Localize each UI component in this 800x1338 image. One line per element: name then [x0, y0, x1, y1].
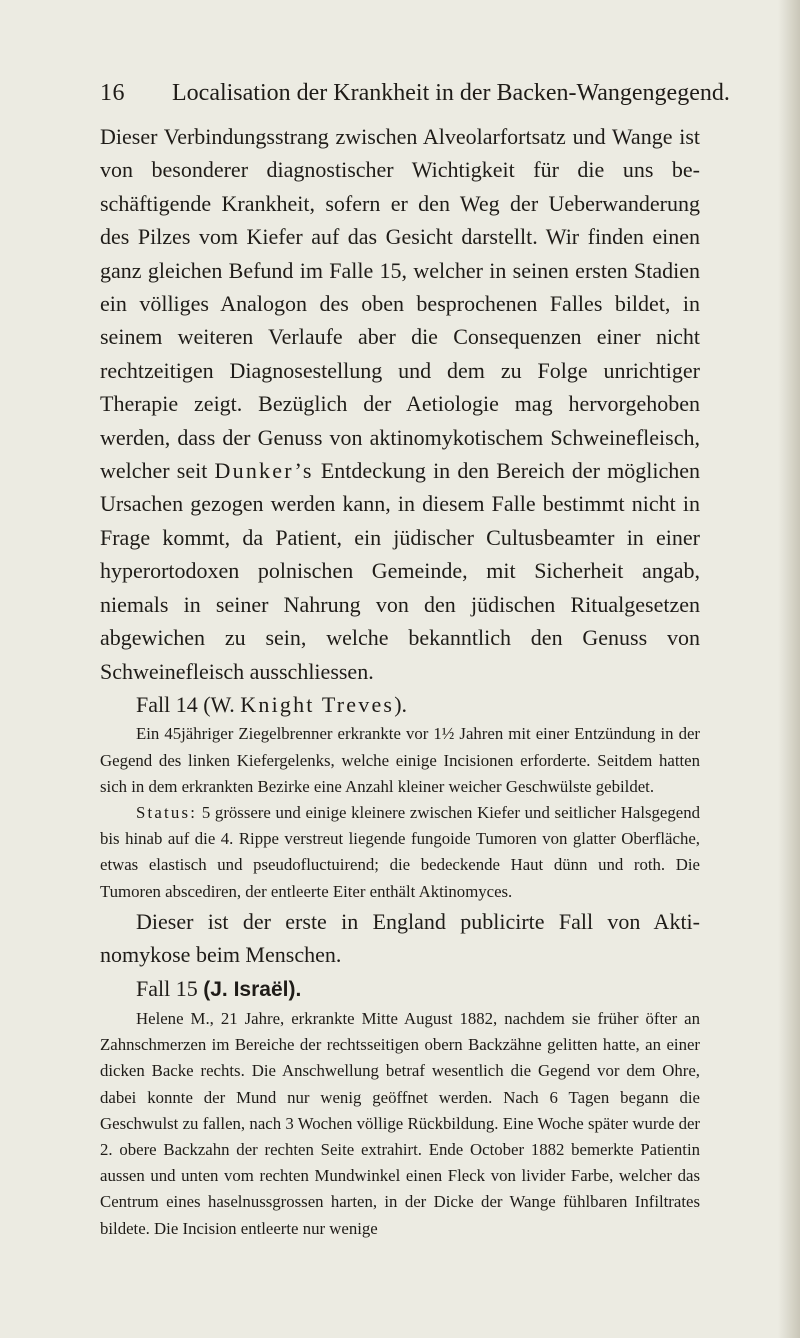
case-author: (J. Israël). [203, 977, 302, 1001]
case-14-status [100, 800, 700, 905]
paragraph-england: Dieser ist der erste in England publicirte Fall von Aktinomykose beim Menschen. [100, 908, 700, 968]
page-number: 16 [100, 80, 125, 106]
body-text [100, 120, 700, 1242]
case-15-history: Helene M., 21 Jahre, erkrankte Mitte August 1882, nachdem sie früher öfter an Zahnschmerzen im Bereiche der rechtsseitigen obern Backzähne gelitten hatte, an einer dicken Backe rechts. Die Anschwellung betraf wesentlich die Gegend vor dem Ohre, dabei konnte der Mund nur wenig geöffnet werden. Nach 6 Tagen begann die Geschwulst zu fallen, nach 3 Wochen völlige Rückbildung. Eine Woche später wurde der 2. obere Backzahn der rechten Seite extrahirt. Ende October 1882 bemerkte Patientin aussen und unten vom rechten Mundwinkel einen Fleck von livider Farbe, welcher das Centrum eines haselnussgrossen harten, in der Dicke der Wange fühlbaren Infiltrates bildete. Die Incision entleerte nur wenige [100, 1008, 700, 1238]
running-head [100, 80, 730, 110]
case-14-history: Ein 45jähriger Ziegelbrenner erkrankte vor 1½ Jahren mit einer Entzündung in der Gegend des linken Kiefergelenks, welche einige Incisionen erforderte. Seitdem hatten sich in dem erkrankten Bezirke eine Anzahl kleiner weicher Geschwülste gebildet. [100, 724, 700, 796]
case-label: Fall 14 (W. [136, 691, 235, 717]
case-heading-15 [100, 972, 700, 1006]
author-name-dunker: Dunker’s [214, 458, 314, 484]
case-author: Knight Treves [240, 691, 395, 717]
status-text: 5 grössere und einige kleinere zwischen Kiefer und seitlicher Halsgegend bis hinab auf die 4. Rippe verstreut liegende fungoide Tumoren von glatter Oberfläche, etwas elastisch und pseudofluctuirend; die bedeckende Haut dünn und roth. Die Tumoren abscediren, der entleerte Eiter enthält Aktinomyces. [100, 802, 700, 901]
case-label-close: ). [394, 691, 408, 717]
paragraph-verbindungsstrang [100, 120, 700, 688]
page-header-title: Localisation der Krankheit in der Backen-Wangengegend. [172, 80, 730, 106]
case-heading-14 [100, 688, 700, 721]
paragraph-text-continued: Entdeckung in den Bereich der möglichen Ursachen gezogen werden kann, in diesem Falle bestimmt nicht in Frage kommt, da Patient, ein jüdischer Cultusbeamter in einer hyperortodoxen polnischen Gemeinde, mit Sicherheit angab, niemals in seiner Nahrung von den jüdischen Ritualgesetzen abgewichen zu sein, welche bekanntlich den Genuss von Schweinefleisch ausschliessen. [100, 458, 701, 684]
case-label: Fall 15 [136, 975, 198, 1001]
status-label: Status: [136, 802, 198, 822]
paragraph-text: Dieser Verbindungsstrang zwischen Alveolarfortsatz und Wange ist von besonderer diagnostischer Wichtigkeit für die uns beschäftigende Krankheit, sofern er den Weg der Ueberwanderung des Pilzes vom Kiefer auf das Gesicht darstellt. Wir finden einen ganz gleichen Befund im Falle 15, welcher in seinen ersten Stadien ein völliges Analogon des oben besprochenen Falles bildet, in seinem weiteren Verlaufe aber die Consequenzen einer nicht rechtzeitigen Diagnosestellung und dem zu Folge unrichtiger Therapie zeigt. Bezüglich der Aetiologie mag hervorgehoben werden, dass der Genuss von aktinomykotischem Schweinefleisch, welcher seit [100, 124, 700, 484]
scan-page-edge [778, 0, 800, 1338]
